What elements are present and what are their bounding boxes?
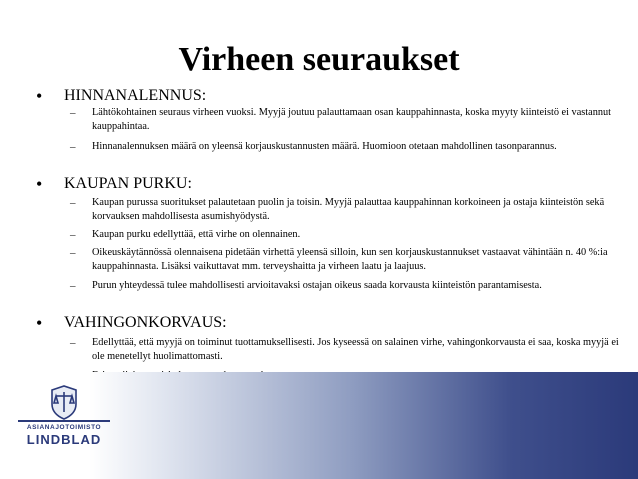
dash-marker: – [70, 107, 76, 119]
slide-title: Virheen seuraukset [178, 41, 460, 78]
bullet-marker: • [36, 86, 43, 106]
item-text: Oikeuskäytännössä olennaisena pidetään virhettä yleensä silloin, kun sen korjauskustannukset vastaavat vähintään n. 40 %:ia kauppahinnasta. Lisäksi vaikuttavat mm. terveyshaitta ja virheen laatu ja laajuus. [92, 247, 608, 272]
dash-marker: – [70, 247, 76, 259]
item-text: Lähtökohtainen seuraus virheen vuoksi. Myyjä joutuu palauttamaan osan kauppahinnasta, koska myyty kiinteistö ei vastannut kauppahintaa. [92, 107, 612, 132]
bullet-marker: • [36, 174, 43, 194]
dash-marker: – [70, 197, 76, 209]
section-label: VAHINGONKORVAUS: [64, 314, 227, 331]
dash-marker: – [70, 280, 76, 292]
item-text: Kaupan purussa suoritukset palautetaan puolin ja toisin. Myyjä palauttaa kauppahinnan korkoineen ja ostaja kiinteistön sekä korvauksen mahdollisesta asumishyödystä. [92, 197, 605, 222]
dash-marker: – [70, 337, 76, 349]
dash-marker: – [70, 141, 76, 153]
item-text: Edellyttää, että myyjä on toiminut tuottamuksellisesti. Jos kyseessä on salainen virhe, vahingonkorvausta ei saa, koska myyjä ei ole menetellyt huolimattomasti. [92, 337, 619, 362]
section-label: HINNANALENNUS: [64, 87, 207, 104]
logo-small-text: ASIANAJOTOIMISTO [26, 424, 102, 431]
bullet-marker: • [36, 313, 43, 333]
logo-big-text: LINDBLAD [26, 432, 102, 447]
item-text: Kaupan purku edellyttää, että virhe on olennainen. [92, 229, 301, 240]
footer-edge-mark [633, 378, 638, 474]
item-text: Purun yhteydessä tulee mahdollisesti arvioitavaksi ostajan oikeus saada korvausta kiinteistön parantamisesta. [92, 280, 542, 291]
section-label: KAUPAN PURKU: [64, 175, 192, 192]
item-text: Hinnanalennuksen määrä on yleensä korjauskustannusten määrä. Huomioon otetaan mahdollinen tasonparannus. [92, 141, 557, 152]
dash-marker: – [70, 229, 76, 241]
